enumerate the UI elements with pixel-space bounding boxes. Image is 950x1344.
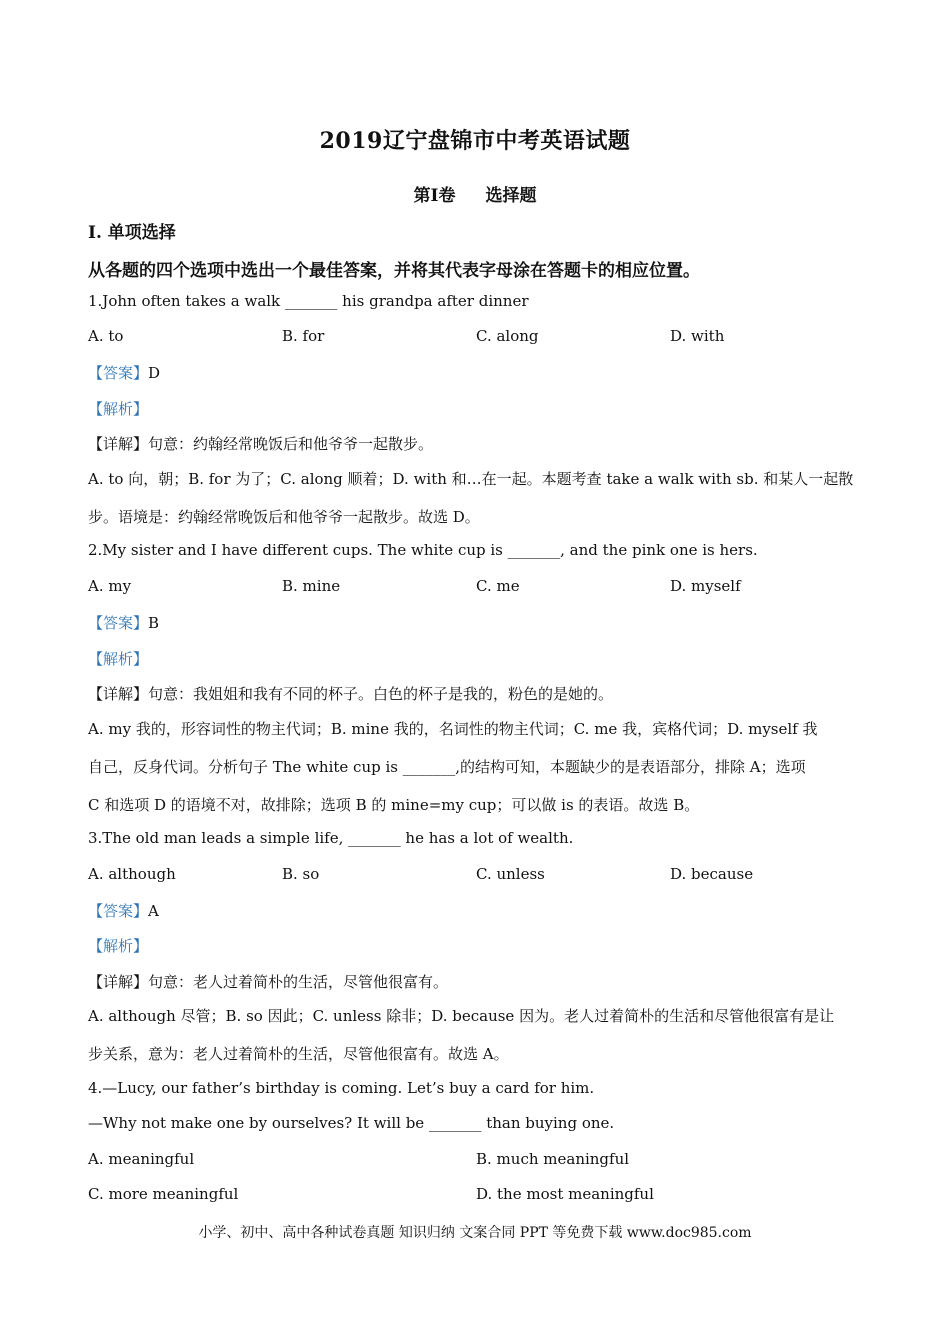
q4-option-a: A. meaningful: [88, 1150, 195, 1168]
answer-value: B: [148, 614, 160, 632]
question-2-text: 2.My sister and I have different cups. The white cup is _______, and the pink one is hers.: [88, 541, 758, 559]
q2-explanation-1: A. my 我的，形容词性的物主代词；B. mine 我的，名词性的物主代词；C. me 我，宾格代词；D. myself 我: [88, 720, 818, 738]
q4-option-b: B. much meaningful: [476, 1150, 630, 1168]
q1-detail: 【详解】句意：约翰经常晚饭后和他爷爷一起散步。: [88, 435, 434, 453]
q2-option-a: A. my: [88, 577, 132, 595]
section-heading: Ⅰ. 单项选择: [88, 223, 176, 243]
answer-tag: 【答案】: [88, 902, 149, 920]
q3-detail: 【详解】句意：老人过着简朴的生活，尽管他很富有。: [88, 973, 449, 991]
question-4-line-2: —Why not make one by ourselves? It will be _______ than buying one.: [88, 1114, 615, 1132]
q1-option-b: B. for: [282, 327, 325, 345]
q2-option-d: D. myself: [670, 577, 741, 595]
q3-option-a: A. although: [88, 865, 176, 883]
q2-explanation-3: C 和选项 D 的语境不对，故排除；选项 B 的 mine=my cup；可以做 is 的表语。故选 B。: [88, 796, 700, 814]
answer-value: A: [148, 902, 159, 920]
q2-explanation-2: 自己，反身代词。分析句子 The white cup is _______,的结构可知，本题缺少的是表语部分，排除 A；选项: [88, 758, 806, 776]
q3-explanation-2: 步关系，意为：老人过着简朴的生活，尽管他很富有。故选 A。: [88, 1045, 509, 1063]
answer-tag: 【答案】: [88, 364, 149, 382]
q1-explanation-2: 步。语境是：约翰经常晚饭后和他爷爷一起散步。故选 D。: [88, 508, 480, 526]
q3-option-c: C. unless: [476, 865, 545, 883]
q4-option-c: C. more meaningful: [88, 1185, 239, 1203]
q1-answer: [88, 362, 160, 383]
answer-value: D: [148, 364, 161, 382]
question-3-text: 3.The old man leads a simple life, _______ he has a lot of wealth.: [88, 829, 574, 847]
subtitle-part: 第Ⅰ卷: [413, 186, 456, 206]
q2-option-b: B. mine: [282, 577, 341, 595]
q2-analysis-tag: 【解析】: [88, 650, 149, 668]
subtitle-label: 选择题: [485, 186, 537, 206]
q1-analysis-tag: 【解析】: [88, 400, 149, 418]
question-1-text: 1.John often takes a walk _______ his grandpa after dinner: [88, 292, 529, 310]
answer-tag: 【答案】: [88, 614, 149, 632]
q1-option-c: C. along: [476, 327, 539, 345]
q1-explanation-1: A. to 向，朝；B. for 为了；C. along 顺着；D. with 和…在一起。本题考查 take a walk with sb. 和某人一起散: [88, 470, 854, 488]
q1-option-a: A. to: [88, 327, 124, 345]
q3-analysis-tag: 【解析】: [88, 937, 149, 955]
q4-option-d: D. the most meaningful: [476, 1185, 654, 1203]
q3-explanation-1: A. although 尽管；B. so 因此；C. unless 除非；D. because 因为。老人过着简朴的生活和尽管他很富有是让: [88, 1007, 835, 1025]
q3-option-d: D. because: [670, 865, 754, 883]
q1-option-d: D. with: [670, 327, 725, 345]
page-title: 2019辽宁盘锦市中考英语试题: [319, 128, 631, 154]
q3-option-b: B. so: [282, 865, 320, 883]
q2-detail: 【详解】句意：我姐姐和我有不同的杯子。白色的杯子是我的，粉色的是她的。: [88, 685, 614, 703]
question-4-line-1: 4.—Lucy, our father’s birthday is coming. Let’s buy a card for him.: [88, 1079, 595, 1097]
page-footer: 小学、初中、高中各种试卷真题 知识归纳 文案合同 PPT 等免费下载 www.doc985.com: [198, 1225, 752, 1241]
paper-subtitle: [0, 181, 950, 206]
q2-option-c: C. me: [476, 577, 520, 595]
q3-answer: [88, 900, 159, 921]
q2-answer: [88, 612, 159, 633]
section-instruction: 从各题的四个选项中选出一个最佳答案，并将其代表字母涂在答题卡的相应位置。: [88, 261, 700, 281]
